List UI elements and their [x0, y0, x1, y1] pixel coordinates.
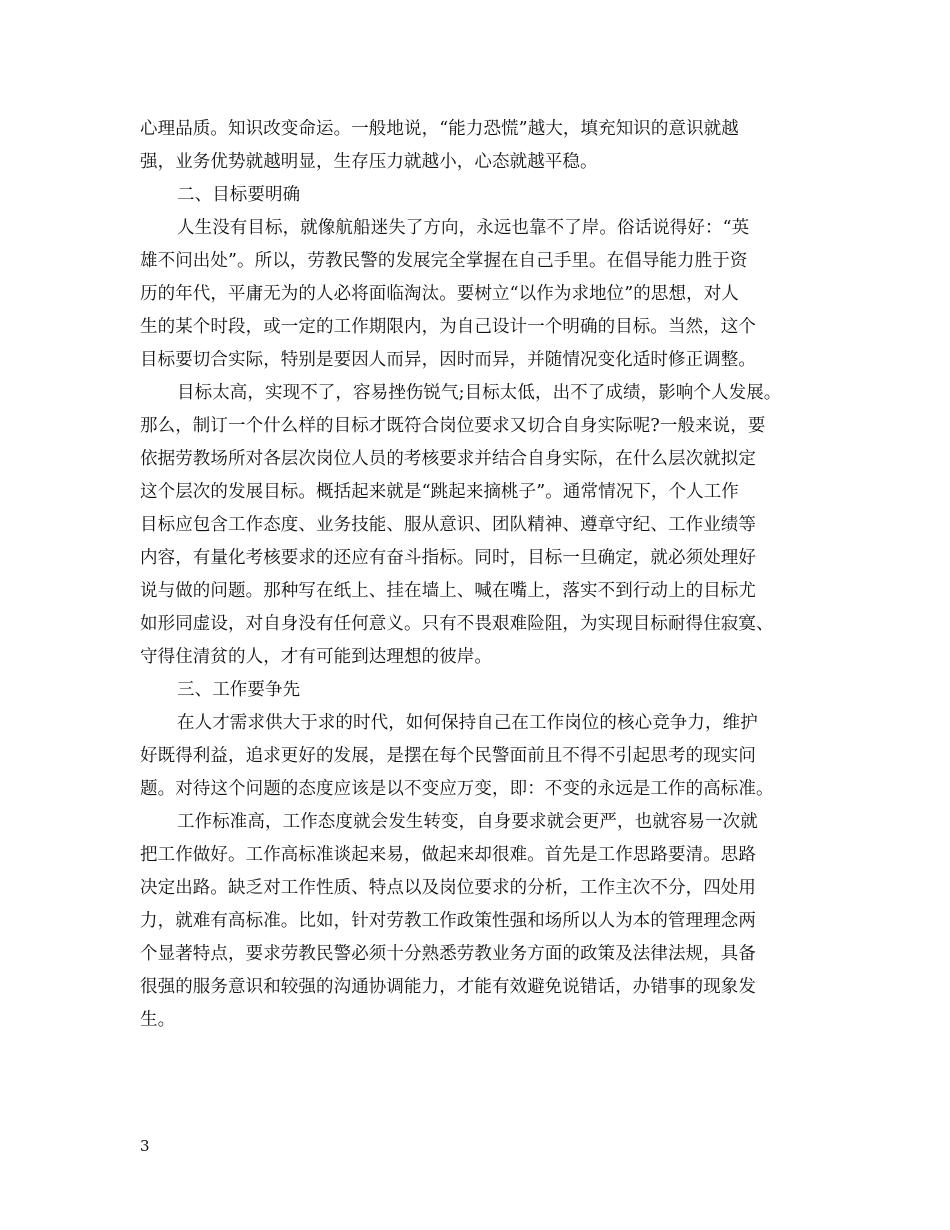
text-line: 如形同虚设，对自身没有任何意义。只有不畏艰难险阻，为实现目标耐得住寂寞、 — [140, 614, 774, 634]
text-line: 强，业务优势就越明显，生存压力就越小，心态就越平稳。 — [140, 152, 598, 172]
text-line: 那么，制订一个什么样的目标才既符合岗位要求又切合自身实际呢?一般来说，要 — [140, 416, 766, 436]
text-line: 好既得利益，追求更好的发展，是摆在每个民警面前且不得不引起思考的现实问 — [140, 746, 756, 766]
text-line: 人生没有目标，就像航船迷失了方向，永远也靠不了岸。俗话说得好：“英 — [177, 218, 750, 238]
body-text — [140, 113, 830, 1037]
text-line: 题。对待这个问题的态度应该是以不变应万变，即：不变的永远是工作的高标准。 — [140, 779, 774, 799]
text-line: 历的年代，平庸无为的人必将面临淘汰。要树立“以作为求地位”的思想，对人 — [140, 284, 739, 304]
text-line: 力，就难有高标准。比如，针对劳教工作政策性强和场所以人为本的管理理念两 — [140, 911, 756, 931]
text-line: 雄不问出处”。所以，劳教民警的发展完全掌握在自己手里。在倡导能力胜于资 — [140, 251, 748, 271]
text-line: 内容，有量化考核要求的还应有奋斗指标。同时，目标一旦确定，就必须处理好 — [140, 548, 756, 568]
text-line: 心理品质。知识改变命运。一般地说，“能力恐慌”越大，填充知识的意识就越 — [140, 119, 739, 139]
section-heading: 二、目标要明确 — [177, 185, 301, 205]
text-line: 把工作做好。工作高标准谈起来易，做起来却很难。首先是工作思路要清。思路 — [140, 845, 756, 865]
section-heading: 三、工作要争先 — [177, 680, 301, 700]
text-line: 在人才需求供大于求的时代，如何保持自己在工作岗位的核心竞争力，维护 — [177, 713, 758, 733]
text-line: 生的某个时段，或一定的工作期限内，为自己设计一个明确的目标。当然，这个 — [140, 317, 756, 337]
text-line: 目标太高，实现不了，容易挫伤锐气;目标太低，出不了成绩，影响个人发展。 — [177, 383, 782, 403]
text-line: 生。 — [140, 1010, 176, 1030]
text-line: 目标要切合实际，特别是要因人而异，因时而异，并随情况变化适时修正调整。 — [140, 350, 756, 370]
text-line: 工作标准高，工作态度就会发生转变，自身要求就会更严，也就容易一次就 — [177, 812, 758, 832]
text-line: 目标应包含工作态度、业务技能、服从意识、团队精神、遵章守纪、工作业绩等 — [140, 515, 756, 535]
page-number: 3 — [140, 1137, 150, 1155]
text-line: 说与做的问题。那种写在纸上、挂在墙上、喊在嘴上，落实不到行动上的目标尤 — [140, 581, 756, 601]
text-line: 这个层次的发展目标。概括起来就是“跳起来摘桃子”。通常情况下，个人工作 — [140, 482, 739, 502]
text-line: 很强的服务意识和较强的沟通协调能力，才能有效避免说错话，办错事的现象发 — [140, 977, 756, 997]
text-line: 依据劳教场所对各层次岗位人员的考核要求并结合自身实际，在什么层次就拟定 — [140, 449, 756, 469]
text-line: 守得住清贫的人，才有可能到达理想的彼岸。 — [140, 647, 492, 667]
text-line: 决定出路。缺乏对工作性质、特点以及岗位要求的分析，工作主次不分，四处用 — [140, 878, 756, 898]
text-line: 个显著特点，要求劳教民警必须十分熟悉劳教业务方面的政策及法律法规，具备 — [140, 944, 756, 964]
